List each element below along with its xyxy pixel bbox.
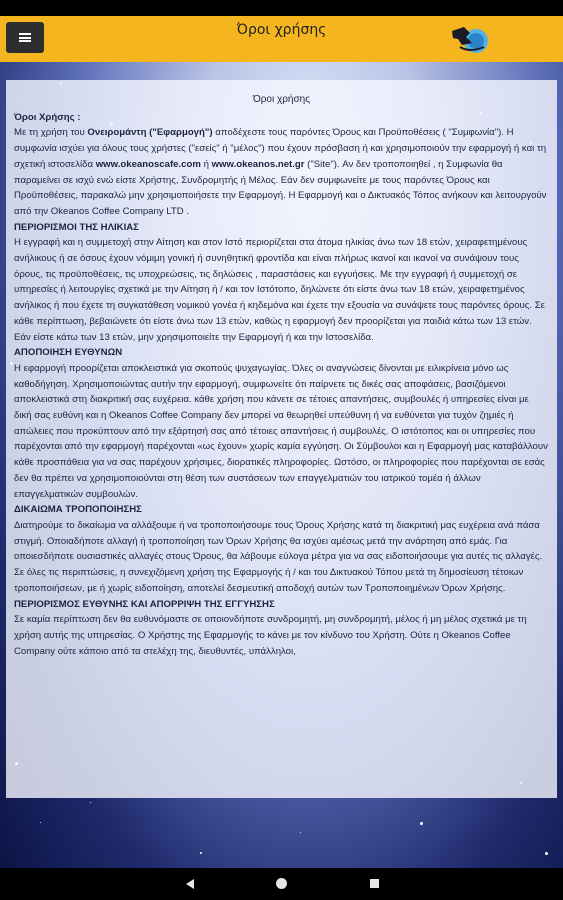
paragraph: Η εφαρμογή προορίζεται αποκλειστικά για σκοπούς ψυχαγωγίας. Όλες οι αναγνώσεις δίνονται με ειλικρίνεια μόνο ως καθοδήγηση. Χρησιμοποιώντας αυτήν την εφαρμογή, συμφωνείτε ότι παίρνετε τις δικές σας αποφάσεις, βασιζόμενοι αποκλειστικά στη διακριτική σας ευχέρεια. κάθε χρήση που κάνετε σε τέτοιες απαντήσεις, συμβουλές ή υπηρεσίες είναι με δική σας ευθύνη και η Okeanos Coffee Company δεν μπορεί να θεωρηθεί υπεύθυνη ή να ευθύνεται για τυχόν ζημιές ή απώλειες που προκύπτουν από την εξάρτησή σας από τέτοιες απαντήσεις ή συμβουλές. Ο ιστότοπος και οι υπηρεσίες που παρέχονται από την εφαρμογή παρέχονται «ως έχουν» χωρίς καμία εγγύηση. Οι Σύμβουλοι και η Εφαρμογή μας καταβάλλουν κάθε προσπάθεια για να σας παρέχουν χρήσιμες, διορατικές πληροφορίες. Ωστόσο, οι πληροφορίες που παρέχονται σε εσάς δεν θα πρέπει να χρησιμοποιούνται στη θέση των συστάσεων των επαγγελματιών του ιατρικού τομέα ή άλλων επαγγελματικών συμβουλών. [14, 362, 548, 500]
document-title: Όροι χρήσης [252, 94, 311, 105]
section-heading: ΑΠΟΠΟΙΗΣΗ ΕΥΘΥΝΩΝ [14, 347, 123, 359]
section-heading: ΠΕΡΙΟΡΙΣΜΟΣ ΕΥΘΥΝΗΣ ΚΑΙ ΑΠΟΡΡΙΨΗ ΤΗΣ ΕΓΓΥΗΣΗΣ [14, 598, 275, 610]
paragraph: Σε καμία περίπτωση δεν θα ευθυνόμαστε σε οποιονδήποτε συνδρομητή, μη συνδρομητή, μέλος ή μη μέλος σχετικά με τη χρήση αυτής της υπηρεσίας. Ο Χρήστης της Εφαρμογής το κάνει με τον κίνδυνο του Χρήστη. Ούτε η Okeanos Coffee Company ούτε κάποιο από τα στελέχη της, διευθυντές, υπάλληλοι, [14, 614, 527, 657]
okeanos-logo [450, 23, 488, 55]
section-heading: ΔΙΚΑΙΩΜΑ ΤΡΟΠΟΠΟΙΗΣΗΣ [14, 504, 142, 516]
section-heading: ΠΕΡΙΟΡΙΣΜΟΙ ΤΗΣ ΗΛΙΚΙΑΣ [14, 221, 139, 233]
page-title: Όροι χρήσης [236, 22, 327, 38]
star [420, 822, 423, 825]
paragraph: Διατηρούμε το δικαίωμα να αλλάξουμε ή να τροποποιήσουμε τους Όρους Χρήσης κατά τη διακριτική μας ευχέρεια ανά πάσα στιγμή. Οποιαδήποτε αλλαγή ή τροποποίηση των Όρων Χρήσης θα ισχύει αμέσως μετά την ανάρτηση από εμάς. Για οποιεσδήποτε ουσιαστικές αλλαγές στους Όρους, θα λάβουμε εύλογα μέτρα για να σας ειδοποιήσουμε για αυτές τις αλλαγές. Σε όλες τις περιπτώσεις, η συνεχιζόμενη χρήση της Εφαρμογής ή / και του Δικτυακού Τόπου μετά τη δημοσίευση τέτοιων τροποποιήσεων, με ή χωρίς ειδοποίηση, αποτελεί δεσμευτική αποδοχή αυτών των Τροποποιημένων Όρων Χρήσης. [14, 519, 543, 594]
system-nav-bar [0, 868, 563, 900]
app-bar [0, 16, 563, 62]
status-bar [0, 0, 563, 16]
recent-apps-icon[interactable] [370, 879, 379, 888]
paragraph: Η εγγραφή και η συμμετοχή στην Αίτηση και στον Ιστό περιορίζεται στα άτομα ηλικίας άνω των 18 ετών, χειραφετημένους ανήλικους ή σε όσους έχουν νόμιμη γονική ή συνηθητική φροντίδα και είναι πλήρως ικανοί και ικανοί να συνάψουν τους όρους, τις προϋποθέσεις, τις υποχρεώσεις, τις δηλώσεις , παραστάσεις και εγγυήσεις. Με την εγγραφή ή συμμετοχή σε υπηρεσίες ή λειτουργίες σχετικά με την Αίτηση ή / και τον Ιστότοπο, δηλώνετε ότι είστε άνω των 18 ετών, χειραφετημένος ανήλικος ή που έχετε τη συγκατάθεση νομικού γονέα ή κηδεμόνα και έχετε την εξουσία να συνάψετε τους παρόντες όρους. Σε κάθε περίπτωση, βεβαιώνετε ότι είστε άνω των 13 ετών, καθώς η εφαρμογή δεν προορίζεται για παιδιά κάτω των 13 ετών. Εάν είστε κάτω των 13 ετών, μην χρησιμοποιείτε την Εφαρμογή ή και την Ιστοσελίδα. [14, 237, 545, 343]
star [90, 802, 91, 803]
paragraph: Με τη χρήση του Ονειρομάντη ("Εφαρμογή") αποδέχεστε τους παρόντες Όρους και Προϋποθέσεις ( "Συμφωνία"). Η συμφωνία ισχύει για όλους τους χρήστες ("εσείς" ή "μέλος") που έχουν πρόσβαση ή και χρησιμοποιούν την εφαρμογή ή και τη σχετική ιστοσελίδα www.okeanoscafe.com ή www.okeanos.net.gr ("Site"). Αν δεν τροποποιηθεί , η Συμφωνία θα παραμείνει σε ισχύ ενώ είστε Χρήστης, Συνδρομητής ή Μέλος. Εάν δεν συμφωνείτε με τους παρόντες Όρους και Προϋποθέσεις, παρακαλώ μην χρησιμοποιήσετε την Εφαρμογή. Η Εφαρμογή και ο Δικτυακός Τόπος ανήκουν και λειτουργούν από την Okeanos Coffee Company LTD . [14, 127, 547, 217]
star [300, 832, 301, 833]
back-icon[interactable] [186, 879, 194, 889]
home-icon[interactable] [276, 878, 287, 889]
star [40, 822, 41, 823]
star [545, 852, 548, 855]
section-heading: Όροι Χρήσης : [14, 111, 81, 123]
star [200, 852, 202, 854]
terms-panel[interactable] [6, 80, 557, 798]
